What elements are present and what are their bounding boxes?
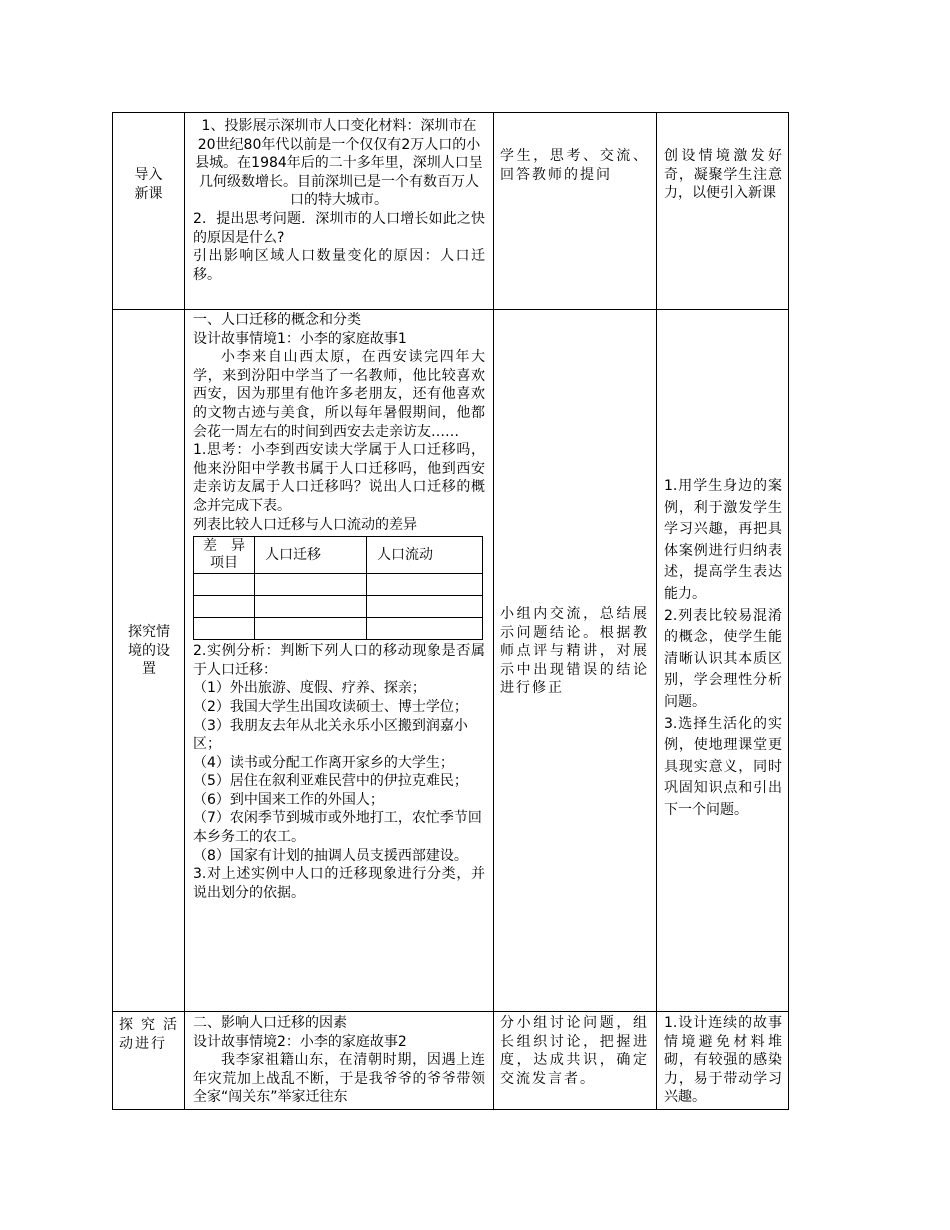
row2-example-6: （6）到中国来工作的外国人； <box>193 791 384 808</box>
row2-heading: 一、人口迁移的概念和分类 <box>193 312 361 328</box>
table-cell[interactable] <box>194 574 255 596</box>
comparison-header-flow: 人口流动 <box>367 537 483 574</box>
row2-table-caption: 列表比较人口迁移与人口流动的差异 <box>193 516 417 533</box>
row1-stage: 导入 新课 <box>134 167 163 202</box>
row1-content-p1: 1、投影展示深圳市人口变化材料：深圳市在20世纪80年代以前是一个仅仅有2万人口的小县城。在1984年后的二十多年里，深圳人口呈几何级数增长。目前深圳已是一个有数百万人口的特大城市。 <box>195 118 483 209</box>
table-cell[interactable] <box>367 596 483 618</box>
row2-example-intro: 2.实例分析：判断下列人口的移动现象是否属于人口迁移： <box>193 643 485 678</box>
row2-example-1: （1）外出旅游、度假、疗养、探亲； <box>193 680 426 697</box>
row2-student: 小组内交流，总结展示问题结论。根据教师点评与精讲，对展示中出现错误的结论进行修正 <box>500 606 649 697</box>
row3-story-text: 我李家祖籍山东，在清朝时期，因遇上连年灾荒加上战乱不断，于是我爷爷的爷爷带领全家“闯关东”举家迁往东 <box>193 1052 485 1106</box>
col-line-4 <box>788 112 789 1110</box>
row2-stage: 探究情境的设置 <box>128 624 170 678</box>
comparison-table <box>193 536 483 640</box>
comparison-header-item: 差 异 项目 <box>194 537 255 574</box>
table-cell[interactable] <box>255 618 367 640</box>
row-divider-1 <box>112 309 789 310</box>
table-top-border <box>112 112 789 113</box>
comparison-table-header <box>194 537 483 574</box>
row1-intent: 创设情境激发好奇，凝聚学生注意力，以便引入新课 <box>664 148 782 202</box>
col-line-2 <box>493 112 494 1110</box>
row1-content <box>193 117 485 284</box>
table-cell[interactable] <box>194 618 255 640</box>
table-row <box>194 574 483 596</box>
table-row <box>194 596 483 618</box>
row2-example-2: （2）我国大学生出国攻读硕士、博士学位； <box>193 698 468 715</box>
row1-student: 学生，思考、交流、回答教师的提问 <box>500 148 649 183</box>
row3-story-title: 设计故事情境2：小李的家庭故事2 <box>193 1033 407 1050</box>
table-bottom-border <box>112 1109 789 1110</box>
comparison-header-migration: 人口迁移 <box>255 537 367 574</box>
col-line-3 <box>656 112 657 1110</box>
table-cell[interactable] <box>194 596 255 618</box>
col-line-0 <box>112 112 113 1110</box>
row3-stage: 探究活动进行 <box>119 1017 179 1052</box>
row3-student: 分小组讨论问题，组长组织讨论，把握进度，达成共识，确定交流发言者。 <box>500 1015 649 1087</box>
row2-intent-2: 2.列表比较易混淆的概念，使学生能清晰认识其本质区别，学会理性分析问题。 <box>664 607 782 710</box>
table-cell[interactable] <box>367 618 483 640</box>
row2-intent-3: 3.选择生活化的实例，使地理课堂更具现实意义，同时巩固知识点和引出下一个问题。 <box>664 715 782 818</box>
row1-content-p3: 引出影响区域人口数量变化的原因：人口迁移。 <box>193 248 485 283</box>
row3-intent: 1.设计连续的故事情境避免材料堆砌，有较强的感染力，易于带动学习兴趣。 <box>664 1015 782 1106</box>
row2-intent-1: 1.用学生身边的案例，利于激发学生学习兴趣，再把具体案例进行归纳表述，提高学生表达能力。 <box>664 478 782 602</box>
table-cell[interactable] <box>367 574 483 596</box>
row3-heading: 二、影响人口迁移的因素 <box>193 1015 347 1031</box>
row3-content <box>193 1014 485 1107</box>
row2-example-8: （8）国家有计划的抽调人员支援西部建设。 <box>193 847 468 864</box>
row1-content-p2: 2．提出思考问题．深圳市的人口增长如此之快的原因是什么? <box>193 210 485 246</box>
row2-content <box>193 311 485 902</box>
row2-classify: 3.对上述实例中人口的迁移现象进行分类，并说出划分的依据。 <box>193 866 485 901</box>
table-cell[interactable] <box>255 596 367 618</box>
row-divider-2 <box>112 1011 789 1012</box>
row2-example-5: （5）居住在叙利亚难民营中的伊拉克难民； <box>193 773 468 790</box>
row2-story-text: 小李来自山西太原，在西安读完四年大学，来到汾阳中学当了一名教师，他比较喜欢西安，因为那里有他许多老朋友，还有他喜欢的文物古迹与美食，所以每年暑假期间，他都会花一周左右的时间到西安去走亲访友…… <box>193 349 485 440</box>
table-row <box>194 618 483 640</box>
row2-story-title: 设计故事情境1：小李的家庭故事1 <box>193 330 407 347</box>
row2-example-7: （7）农闲季节到城市或外地打工，农忙季节回本乡务工的农工。 <box>193 810 482 846</box>
col-line-1 <box>184 112 185 1110</box>
row2-example-3: （3）我朋友去年从北关永乐小区搬到润嘉小区； <box>193 717 468 753</box>
table-cell[interactable] <box>255 574 367 596</box>
row2-intent <box>664 476 782 822</box>
row2-question: 1.思考：小李到西安读大学属于人口迁移吗，他来汾阳中学教书属于人口迁移吗，他到西安走亲访友属于人口迁移吗？说出人口迁移的概念并完成下表。 <box>193 442 485 514</box>
row2-example-4: （4）读书或分配工作离开家乡的大学生； <box>193 754 454 771</box>
